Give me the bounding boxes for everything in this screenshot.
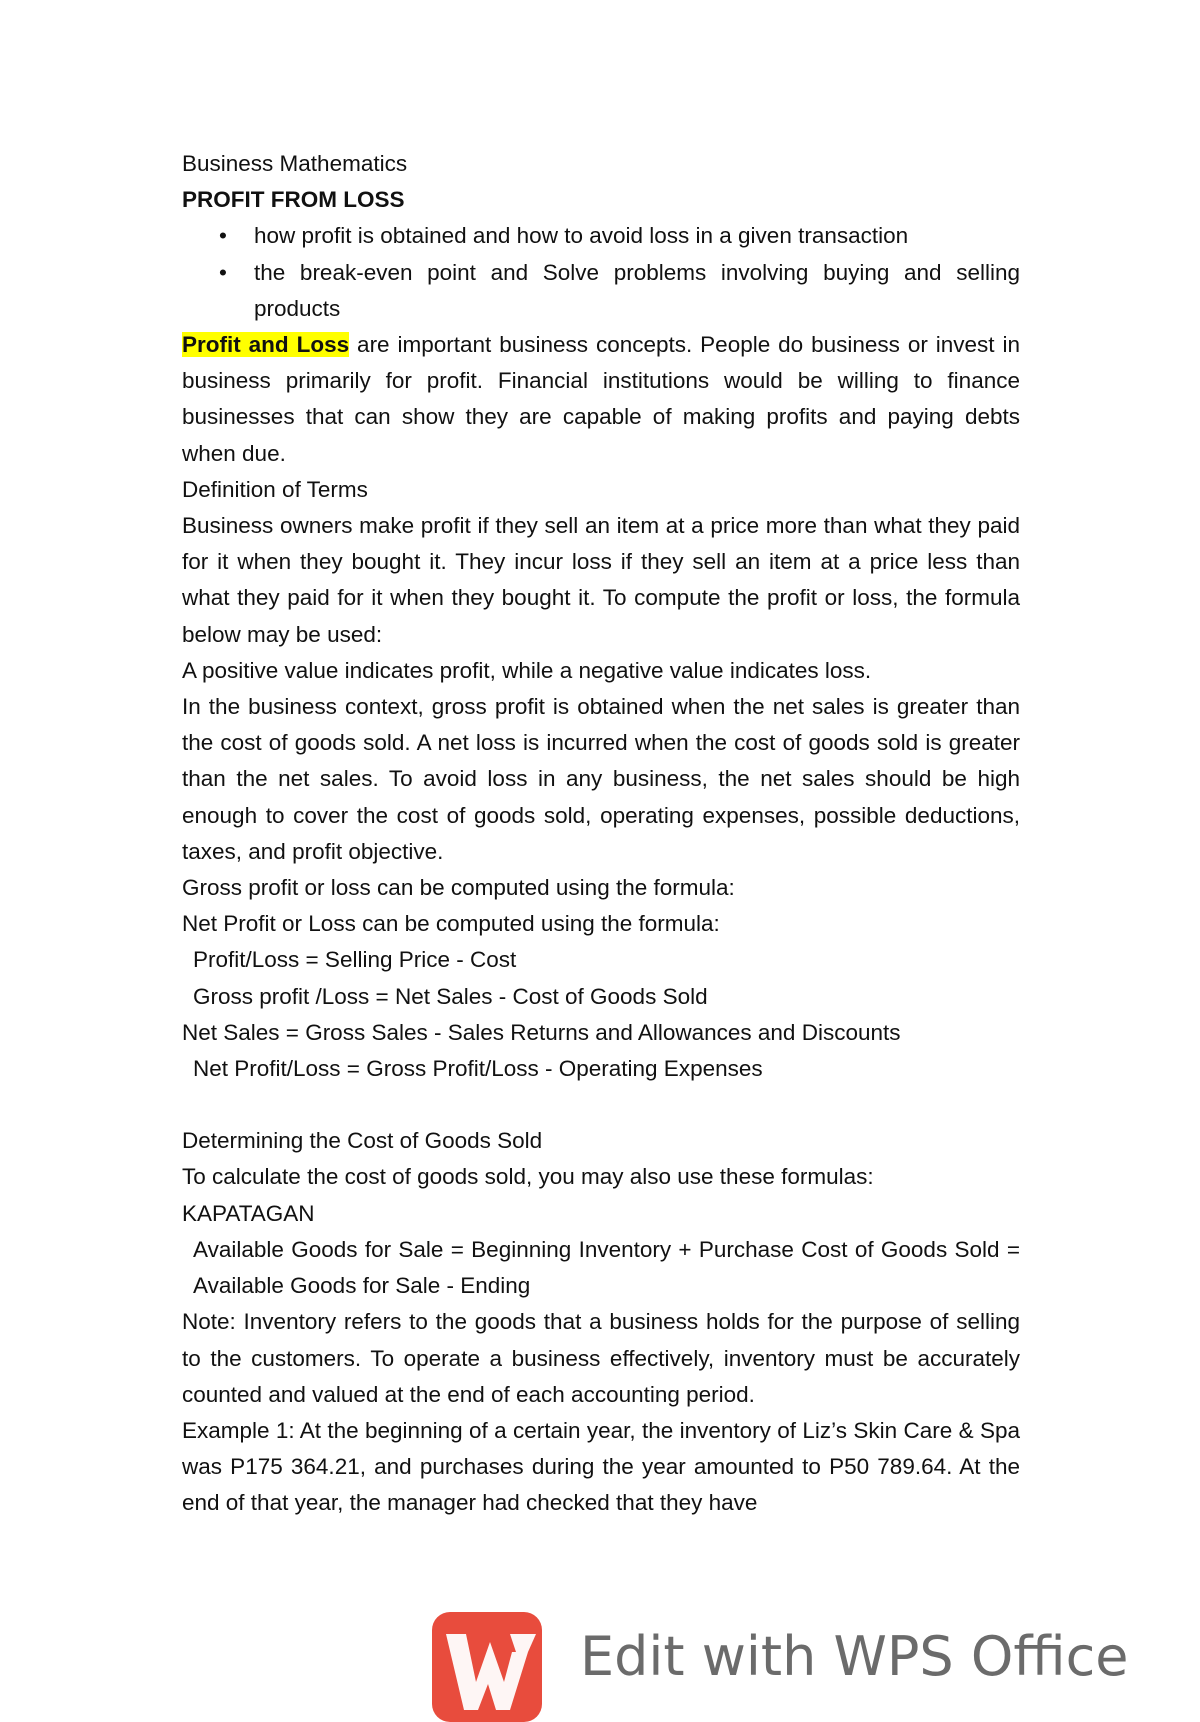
definition-paragraph: Business owners make profit if they sell an item at a price more than what they paid for it when they bought it. They incur loss if they sell an item at a price less than what they paid for it when they bought it. To compute the profit or loss, the formula below may be used:: [182, 513, 1020, 647]
objective-item: • how profit is obtained and how to avoid loss in a given transaction: [254, 218, 1020, 254]
document-page: [182, 146, 1020, 1522]
intro-paragraph: [182, 327, 1020, 472]
formula-profit-loss: Profit/Loss = Selling Price - Cost: [193, 947, 517, 973]
example-1-paragraph: Example 1: At the beginning of a certain year, the inventory of Liz’s Skin Care & Spa was P175 364.21, and purchases during the year amounted to P50 789.64. At the end of that year, the manager had checked that they have: [182, 1417, 1020, 1516]
document-title: PROFIT FROM LOSS: [182, 187, 405, 213]
blank-line: [182, 1087, 1020, 1123]
cogs-intro: To calculate the cost of goods sold, you may also use these formulas:: [182, 1164, 874, 1190]
formula-net-sales: Net Sales = Gross Sales - Sales Returns and Allowances and Discounts: [182, 1019, 901, 1045]
formula-net-profit: Net Profit/Loss = Gross Profit/Loss - Operating Expenses: [193, 1056, 763, 1082]
gross-formula-intro: Gross profit or loss can be computed using the formula:: [182, 875, 735, 901]
net-formula-intro: Net Profit or Loss can be computed using the formula:: [182, 911, 720, 937]
note-paragraph: Note: Inventory refers to the goods that a business holds for the purpose of selling to the customers. To operate a business effectively, inventory must be accurately counted and valued at the end of each accounting period.: [182, 1309, 1020, 1407]
wps-office-logo-icon: [432, 1612, 542, 1722]
definition-heading: Definition of Terms: [182, 476, 368, 502]
objective-item: • the break-even point and Solve problems involving buying and selling products: [254, 255, 1020, 327]
formula-gross-profit: Gross profit /Loss = Net Sales - Cost of Goods Sold: [193, 983, 708, 1009]
cogs-heading: Determining the Cost of Goods Sold: [182, 1128, 543, 1154]
objectives-list: [182, 218, 1020, 327]
intro-text: are important business concepts. People do business or invest in business primarily for profit. Financial institutions would be willing to finance businesses that can show they are capable of making profits and paying debts when due.: [182, 332, 1020, 466]
wps-watermark-text: Edit with WPS Office: [580, 1625, 1129, 1688]
cogs-formula: Available Goods for Sale = Beginning Inventory + Purchase Cost of Goods Sold = Available Goods for Sale - Ending: [193, 1236, 1020, 1299]
context-paragraph: In the business context, gross profit is obtained when the net sales is greater than the cost of goods sold. A net loss is incurred when the cost of goods sold is greater than the net sales. To avoid loss in any business, the net sales should be high enough to cover the cost of goods sold, operating expenses, possible deductions, taxes, and profit objective.: [182, 694, 1020, 864]
positive-note: A positive value indicates profit, while a negative value indicates loss.: [182, 657, 872, 683]
kapatagan-label: KAPATAGAN: [182, 1200, 315, 1226]
subject-line: Business Mathematics: [182, 151, 408, 176]
wps-watermark[interactable]: [432, 1612, 1129, 1697]
highlighted-term: Profit and Loss: [182, 332, 350, 358]
